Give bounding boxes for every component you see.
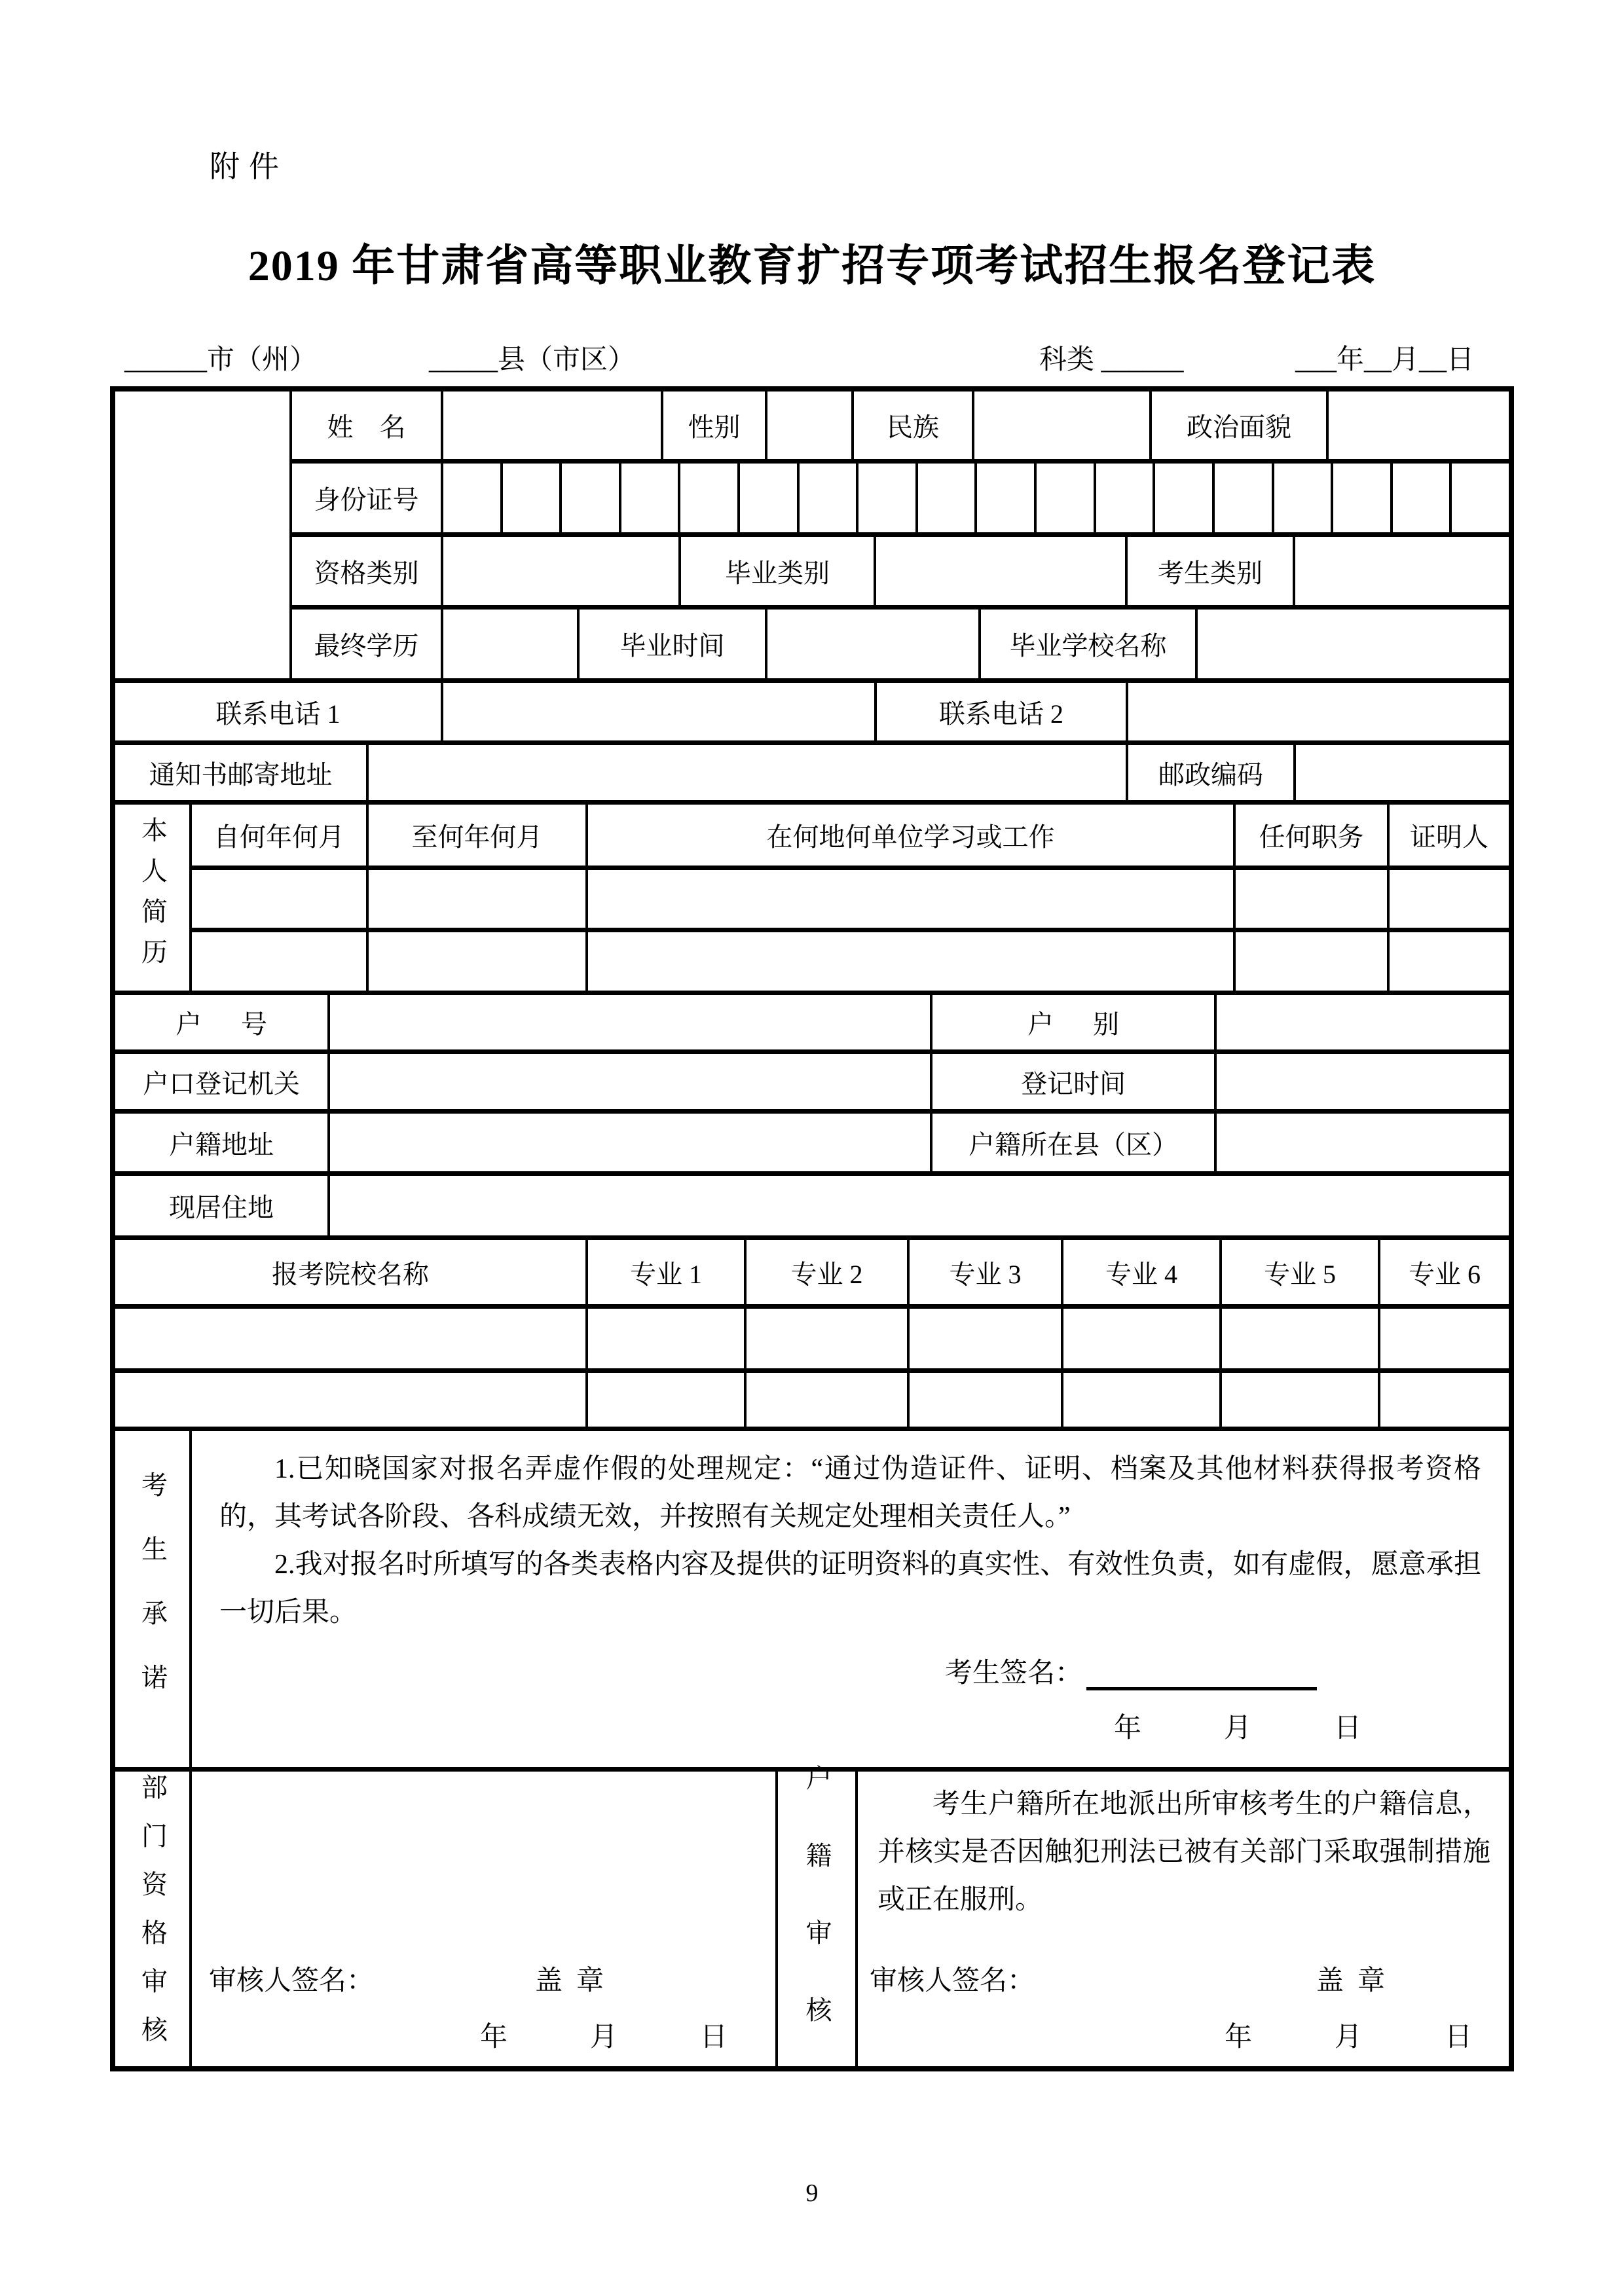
header-category-blank[interactable]: 科类 ______ xyxy=(1039,345,1184,375)
candidate-signature-row xyxy=(945,1651,1317,1690)
name-label: 姓 名 xyxy=(292,392,443,459)
dept-review-label: 部门资格审核 xyxy=(138,1774,168,2064)
major4-field[interactable] xyxy=(1063,1373,1222,1427)
grad-category-label: 毕业类别 xyxy=(681,537,876,605)
hukou-review-label: 户籍审核 xyxy=(802,1764,832,2073)
gender-label: 性别 xyxy=(663,392,767,459)
pledge-date-line[interactable]: 年 月 日 xyxy=(1114,1713,1362,1743)
header-city-blank[interactable]: ______市（州） xyxy=(124,345,318,375)
pledge-label-cell xyxy=(115,1431,192,1767)
row-phones xyxy=(115,683,1509,745)
major6-label: 专业 6 xyxy=(1409,1259,1481,1289)
candidate-category-field[interactable] xyxy=(1295,537,1509,605)
college-name-field[interactable] xyxy=(115,1309,588,1368)
row-name xyxy=(292,392,1509,464)
register-time-field[interactable] xyxy=(1217,1054,1509,1109)
grad-school-field[interactable] xyxy=(1198,610,1509,678)
dept-review-date-line[interactable]: 年 月 日 xyxy=(480,2022,728,2052)
colleges-header-row xyxy=(115,1240,1509,1309)
pledge-section xyxy=(115,1431,1509,1772)
ethnicity-label: 民族 xyxy=(854,392,974,459)
id-number-label: 身份证号 xyxy=(292,464,443,532)
row-hukou-address xyxy=(115,1114,1509,1176)
dept-review-stamp-label: 盖 章 xyxy=(535,1966,604,1996)
resume-section xyxy=(115,805,1509,995)
id-digit-cell[interactable] xyxy=(1274,464,1334,532)
row-residence xyxy=(115,1176,1509,1240)
id-digit-cell[interactable] xyxy=(1215,464,1274,532)
candidate-signature-blank[interactable] xyxy=(1086,1660,1317,1690)
grad-time-label: 毕业时间 xyxy=(580,610,767,678)
hukou-county-label: 户籍所在县（区） xyxy=(932,1114,1217,1171)
major5-field[interactable] xyxy=(1222,1309,1380,1368)
major2-field[interactable] xyxy=(747,1309,910,1368)
resume-label: 本人简历 xyxy=(138,816,168,979)
qualification-field[interactable] xyxy=(443,537,681,605)
phone2-label: 联系电话 2 xyxy=(877,683,1128,740)
resume-entry-row xyxy=(192,932,1509,991)
review-section xyxy=(115,1764,1509,2073)
id-digit-cell[interactable] xyxy=(621,464,681,532)
hukou-review-note: 考生户籍所在地派出所审核考生的户籍信息，并核实是否因触犯刑法已被有关部门采取强制措施或正在服刑。 xyxy=(877,1789,1490,1915)
hukou-review-sign-row xyxy=(870,1959,1385,1998)
colleges-entry-row xyxy=(115,1373,1509,1431)
colleges-label: 报考院校名称 xyxy=(115,1240,588,1304)
resume-col-to: 至何年何月 xyxy=(369,805,588,866)
education-label: 最终学历 xyxy=(292,610,443,678)
major3-field[interactable] xyxy=(910,1309,1063,1368)
id-digit-cell[interactable] xyxy=(977,464,1037,532)
hukou-address-field[interactable] xyxy=(330,1114,932,1171)
grad-school-label: 毕业学校名称 xyxy=(981,610,1198,678)
register-time-label: 登记时间 xyxy=(932,1054,1217,1109)
identity-section xyxy=(115,392,1509,683)
postal-code-field[interactable] xyxy=(1296,745,1509,800)
education-field[interactable] xyxy=(443,610,580,678)
id-digit-cell[interactable] xyxy=(562,464,621,532)
residence-field[interactable] xyxy=(330,1176,1509,1235)
header-county-blank[interactable]: _____县（市区） xyxy=(429,345,636,375)
row-education xyxy=(292,610,1509,678)
resume-col-from: 自何年何月 xyxy=(192,805,369,866)
id-digit-cell[interactable] xyxy=(1037,464,1096,532)
hukou-office-label: 户口登记机关 xyxy=(115,1054,330,1109)
row-category xyxy=(292,537,1509,610)
major5-label: 专业 5 xyxy=(1222,1240,1380,1304)
id-digit-cell[interactable] xyxy=(1393,464,1452,532)
colleges-entry-row xyxy=(115,1309,1509,1373)
grad-time-field[interactable] xyxy=(767,610,981,678)
resume-place-field[interactable] xyxy=(588,932,1236,991)
major6-field[interactable] xyxy=(1380,1309,1509,1368)
header-date-blank[interactable]: ___年__月__日 xyxy=(1295,345,1475,375)
college-name-field[interactable] xyxy=(115,1373,588,1427)
row-mail-address xyxy=(115,745,1509,805)
major1-label: 专业 1 xyxy=(588,1240,747,1304)
phone1-label: 联系电话 1 xyxy=(115,683,443,740)
resume-entry-row xyxy=(192,870,1509,932)
resume-col-duty: 任何职务 xyxy=(1236,805,1390,866)
qualification-label: 资格类别 xyxy=(292,537,443,605)
row-hukou-office xyxy=(115,1054,1509,1114)
hukou-review-area[interactable] xyxy=(858,1772,1509,2066)
resume-label-cell xyxy=(115,805,192,991)
hukou-reviewer-signature-label: 审核人签名： xyxy=(870,1966,1035,1996)
hukou-type-field[interactable] xyxy=(1217,995,1509,1049)
resume-to-field[interactable] xyxy=(369,932,588,991)
ethnicity-field[interactable] xyxy=(974,392,1152,459)
major5-field[interactable] xyxy=(1222,1373,1380,1427)
hukou-review-date-line[interactable]: 年 月 日 xyxy=(1225,2022,1473,2052)
id-digit-cell[interactable] xyxy=(503,464,563,532)
hukou-number-label: 户 号 xyxy=(115,995,330,1049)
pledge-label: 考生承诺 xyxy=(138,1470,168,1728)
pledge-item-1: 1.已知晓国家对报名弄虚作假的处理规定：“通过伪造证件、证明、档案及其他材料获得报考资格的，其考试各阶段、各科成绩无效，并按照有关规定处理相关责任人。” xyxy=(219,1454,1481,1532)
attachment-label: 附件 xyxy=(210,150,288,183)
hukou-review-label-cell xyxy=(778,1764,858,2073)
major1-field[interactable] xyxy=(588,1309,747,1368)
hukou-number-field[interactable] xyxy=(330,995,932,1049)
header-line xyxy=(110,338,1514,380)
major3-label: 专业 3 xyxy=(910,1240,1063,1304)
candidate-category-label: 考生类别 xyxy=(1128,537,1295,605)
hukou-address-label: 户籍地址 xyxy=(115,1114,330,1171)
id-digit-cell[interactable] xyxy=(1096,464,1156,532)
resume-col-place: 在何地何单位学习或工作 xyxy=(588,805,1236,866)
id-digit-cell[interactable] xyxy=(918,464,978,532)
hukou-review-stamp-label: 盖 章 xyxy=(1316,1966,1386,1996)
id-digit-cell[interactable] xyxy=(858,464,918,532)
candidate-signature-label: 考生签名： xyxy=(945,1658,1083,1688)
gender-field[interactable] xyxy=(767,392,854,459)
name-field[interactable] xyxy=(443,392,663,459)
dept-review-label-cell xyxy=(115,1772,192,2066)
resume-from-field[interactable] xyxy=(192,932,369,991)
phone1-field[interactable] xyxy=(443,683,877,740)
id-digit-cell[interactable] xyxy=(1452,464,1509,532)
major4-field[interactable] xyxy=(1063,1309,1222,1368)
id-digit-cell[interactable] xyxy=(1155,464,1215,532)
resume-header-row xyxy=(192,805,1509,870)
major2-label: 专业 2 xyxy=(747,1240,910,1304)
row-hukou-number xyxy=(115,995,1509,1054)
residence-label: 现居住地 xyxy=(115,1176,330,1235)
id-digit-cell[interactable] xyxy=(680,464,740,532)
pledge-body xyxy=(192,1431,1509,1767)
dept-review-sign-row xyxy=(209,1959,604,1998)
major6-field[interactable] xyxy=(1380,1373,1509,1427)
grad-category-field[interactable] xyxy=(876,537,1128,605)
mail-address-label: 通知书邮寄地址 xyxy=(115,745,369,800)
hukou-county-field[interactable] xyxy=(1217,1114,1509,1171)
phone2-field[interactable] xyxy=(1128,683,1509,740)
postal-code-label: 邮政编码 xyxy=(1128,745,1296,800)
id-digit-cell[interactable] xyxy=(800,464,859,532)
resume-witness-field[interactable] xyxy=(1390,932,1509,991)
photo-cell[interactable] xyxy=(115,392,292,678)
id-digit-cell[interactable] xyxy=(740,464,800,532)
row-id-number xyxy=(292,464,1509,537)
pledge-item-2: 2.我对报名时所填写的各类表格内容及提供的证明资料的真实性、有效性负责，如有虚假，愿意承担一切后果。 xyxy=(219,1550,1481,1628)
hukou-type-label: 户 别 xyxy=(932,995,1217,1049)
id-digit-cell[interactable] xyxy=(1333,464,1393,532)
dept-reviewer-signature-label: 审核人签名： xyxy=(209,1966,375,1996)
major4-label: 专业 4 xyxy=(1063,1240,1222,1304)
resume-place-field[interactable] xyxy=(588,870,1236,928)
page-title: 2019 年甘肃省高等职业教育扩招专项考试招生报名登记表 xyxy=(248,242,1376,290)
registration-table xyxy=(110,386,1514,2071)
id-digit-cell[interactable] xyxy=(443,464,503,532)
major3-field[interactable] xyxy=(910,1373,1063,1427)
resume-duty-field[interactable] xyxy=(1236,870,1390,928)
resume-duty-field[interactable] xyxy=(1236,932,1390,991)
major1-field[interactable] xyxy=(588,1373,747,1427)
resume-witness-field[interactable] xyxy=(1390,870,1509,928)
resume-to-field[interactable] xyxy=(369,870,588,928)
resume-col-witness: 证明人 xyxy=(1410,822,1488,852)
political-status-field[interactable] xyxy=(1329,392,1509,459)
hukou-office-field[interactable] xyxy=(330,1054,932,1109)
major2-field[interactable] xyxy=(747,1373,910,1427)
page-number: 9 xyxy=(805,2179,819,2207)
dept-review-area[interactable] xyxy=(192,1772,778,2066)
mail-address-field[interactable] xyxy=(369,745,1128,800)
political-status-label: 政治面貌 xyxy=(1152,392,1329,459)
resume-from-field[interactable] xyxy=(192,870,369,928)
